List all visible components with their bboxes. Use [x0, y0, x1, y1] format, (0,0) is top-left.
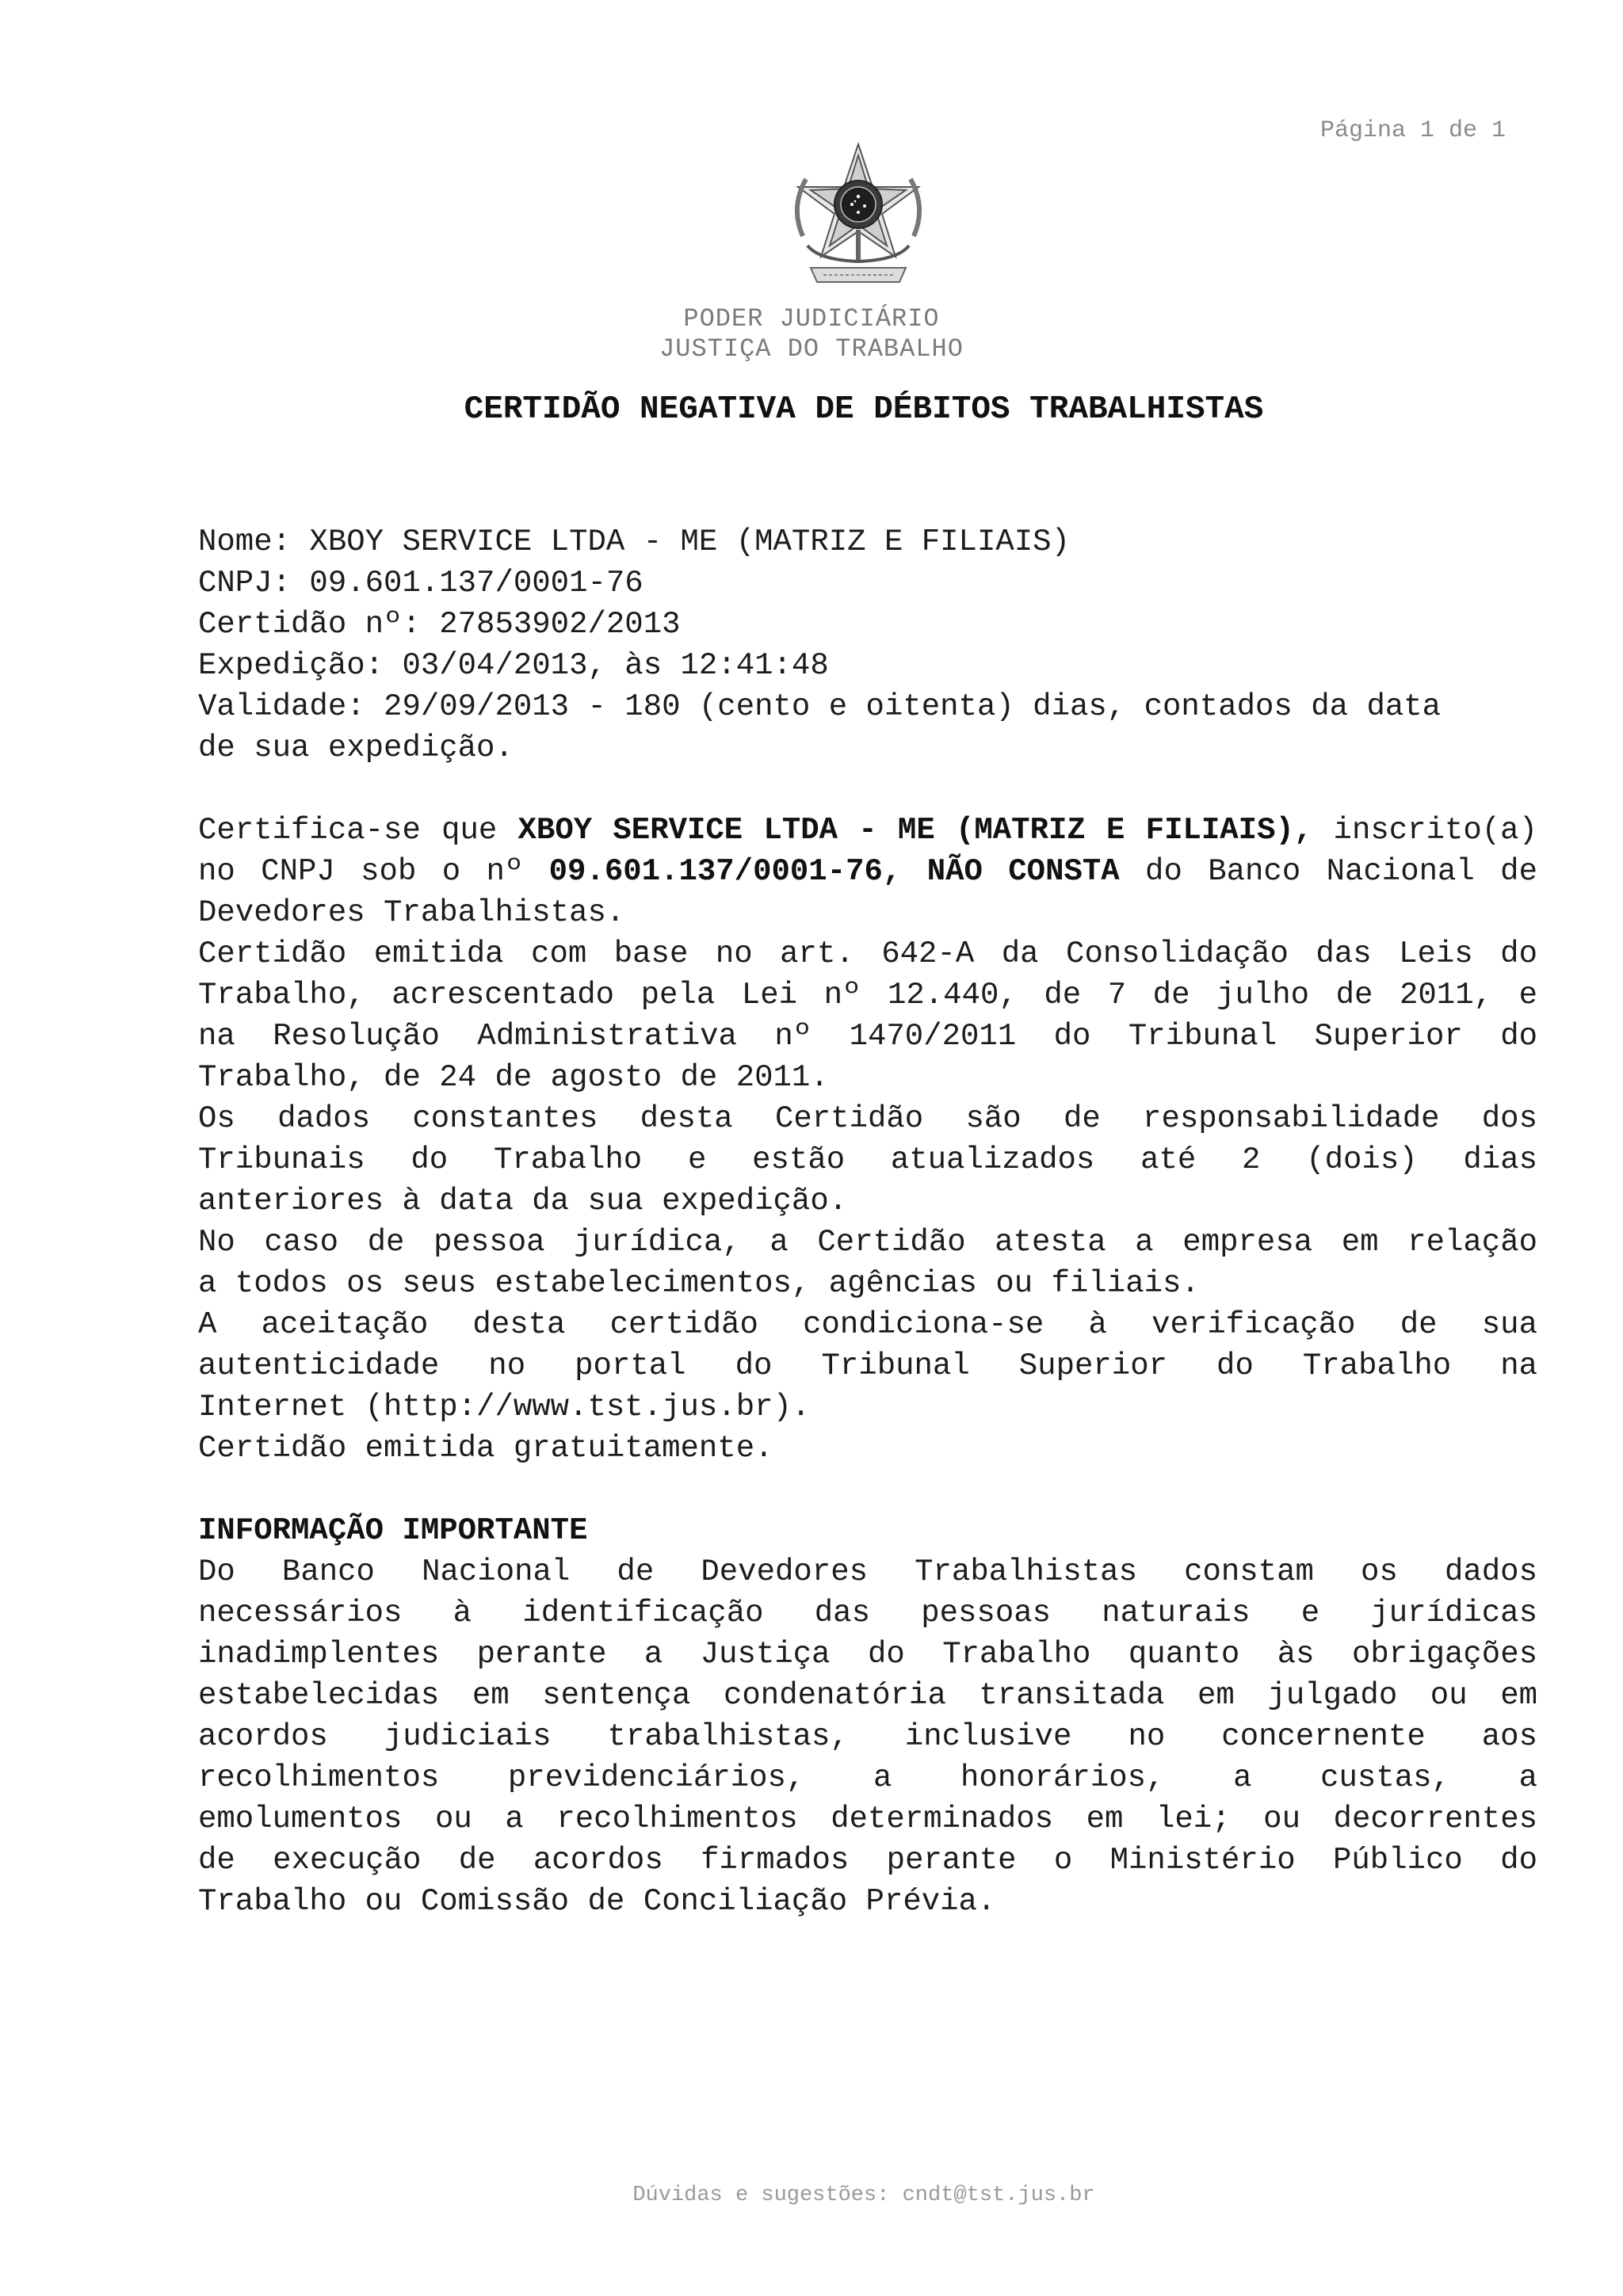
info-line: estabelecidas em sentença condenatória transitada em julgado ou em — [198, 1678, 1537, 1713]
coat-of-arms-of-brazil-icon — [779, 141, 938, 292]
footer-contact: Dúvidas e sugestões: cndt@tst.jus.br — [632, 2183, 1095, 2207]
info-line: Trabalho ou Comissão de Conciliação Prévia. — [198, 1884, 996, 1919]
page-number: Página 1 de 1 — [1319, 117, 1506, 144]
certifica-line-1 — [198, 810, 1537, 851]
certifica-cnpj: 09.601.137/0001-76, — [548, 854, 902, 889]
detail-nome: Nome: XBOY SERVICE LTDA - ME (MATRIZ E FILIAIS) — [198, 524, 1070, 559]
certifica-cnpj-prefix: no CNPJ sob o nº — [198, 854, 524, 889]
paragraph-line: Certidão emitida com base no art. 642-A da Consolidação das Leis do — [198, 936, 1537, 971]
paragraph-line: anteriores à data da sua expedição. — [198, 1184, 848, 1219]
detail-cnpj: CNPJ: 09.601.137/0001-76 — [198, 566, 643, 601]
info-line: Do Banco Nacional de Devedores Trabalhistas constam os dados — [198, 1554, 1537, 1589]
paragraph-line: na Resolução Administrativa nº 1470/2011 do Tribunal Superior do — [198, 1019, 1537, 1054]
info-line: necessários à identificação das pessoas naturais e jurídicas — [198, 1596, 1537, 1630]
certifica-line-3: Devedores Trabalhistas. — [198, 895, 625, 930]
paragraph-line: Os dados constantes desta Certidão são de responsabilidade dos — [198, 1101, 1537, 1136]
header-poder-judiciario: PODER JUDICIÁRIO — [683, 304, 940, 334]
paragraph-line: Tribunais do Trabalho e estão atualizados até 2 (dois) dias — [198, 1142, 1537, 1177]
info-line: recolhimentos previdenciários, a honorários, a custas, a — [198, 1760, 1537, 1795]
certifica-suffix: inscrito(a) — [1333, 813, 1537, 848]
info-line: emolumentos ou a recolhimentos determinados em lei; ou decorrentes — [198, 1802, 1537, 1836]
paragraph-line: Trabalho, acrescentado pela Lei nº 12.440, de 7 de julho de 2011, e — [198, 978, 1537, 1013]
detail-expedicao: Expedição: 03/04/2013, às 12:41:48 — [198, 648, 829, 683]
info-line: inadimplentes perante a Justiça do Trabalho quanto às obrigações — [198, 1637, 1537, 1672]
info-heading: INFORMAÇÃO IMPORTANTE — [198, 1513, 588, 1548]
certifica-cnpj-suffix: do Banco Nacional de — [1145, 854, 1537, 889]
detail-validade: Validade: 29/09/2013 - 180 (cento e oitenta) dias, contados da data — [198, 689, 1442, 724]
info-line: acordos judiciais trabalhistas, inclusive no concernente aos — [198, 1719, 1537, 1754]
info-line: de execução de acordos firmados perante o Ministério Público do — [198, 1843, 1537, 1878]
paragraph-line: Internet (http://www.tst.jus.br). — [198, 1390, 811, 1425]
certifica-prefix: Certifica-se que — [198, 813, 498, 848]
certifica-line-2 — [198, 851, 1537, 892]
paragraph-line: No caso de pessoa jurídica, a Certidão atesta a empresa em relação — [198, 1225, 1537, 1260]
certifica-company: XBOY SERVICE LTDA - ME (MATRIZ E FILIAIS), — [517, 813, 1313, 848]
paragraph-line: A aceitação desta certidão condiciona-se à verificação de sua — [198, 1307, 1537, 1342]
detail-certidao: Certidão nº: 27853902/2013 — [198, 607, 681, 642]
paragraph-line: a todos os seus estabelecimentos, agências ou filiais. — [198, 1266, 1200, 1301]
document-title: CERTIDÃO NEGATIVA DE DÉBITOS TRABALHISTAS — [464, 391, 1264, 428]
certifica-status: NÃO CONSTA — [926, 854, 1120, 889]
paragraph-line: Trabalho, de 24 de agosto de 2011. — [198, 1060, 829, 1095]
detail-validade-cont: de sua expedição. — [198, 730, 514, 765]
paragraph-line: Certidão emitida gratuitamente. — [198, 1431, 773, 1466]
header-justica-do-trabalho: JUSTIÇA DO TRABALHO — [659, 334, 964, 364]
paragraph-line: autenticidade no portal do Tribunal Superior do Trabalho na — [198, 1348, 1537, 1383]
